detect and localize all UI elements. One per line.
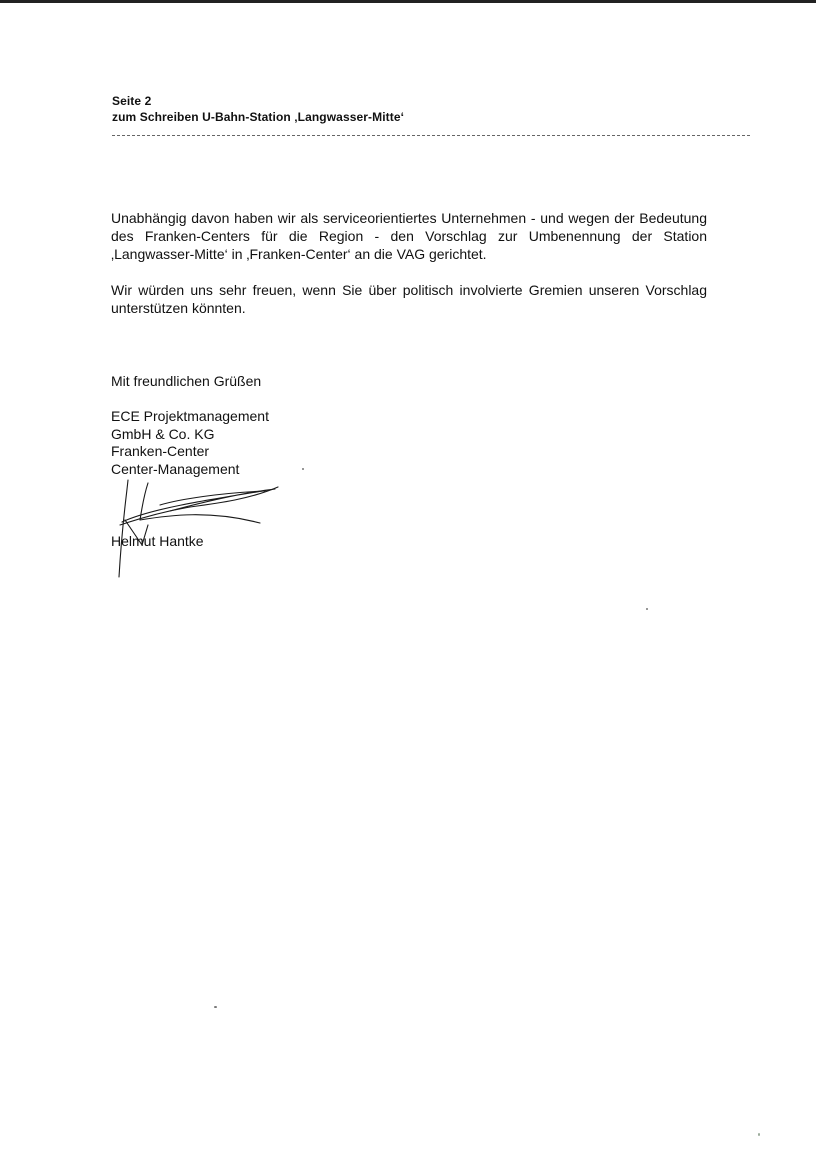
page-header (112, 93, 404, 125)
page-number: Seite 2 (112, 94, 152, 108)
scan-speck (646, 608, 648, 610)
letter-body (111, 209, 707, 335)
scan-speck (302, 468, 304, 470)
scan-speck (758, 1133, 760, 1136)
company-line-1: ECE Projektmanagement (111, 408, 269, 424)
closing-salutation: Mit freundlichen Grüßen (111, 373, 262, 389)
header-divider (112, 135, 750, 136)
letter-subject: zum Schreiben U-Bahn-Station ‚Langwasser-Mitte‘ (112, 110, 405, 124)
scan-top-edge (0, 0, 816, 3)
scan-speck (214, 1006, 217, 1008)
company-line-2: GmbH & Co. KG (111, 425, 215, 442)
handwritten-signature (100, 465, 300, 585)
company-line-4: Center-Management (111, 460, 240, 477)
body-paragraph-1: Unabhängig davon haben wir als serviceorientiertes Unternehmen - und wegen der Bedeutung des Franken-Centers für die Region - den Vorschlag zur Umbenennung der Station ‚Langwasser-Mitte‘ in ‚Franken-Center‘ an die VAG gerichtet. (111, 210, 707, 262)
body-paragraph-2: Wir würden uns sehr freuen, wenn Sie über politisch involvierte Gremien unseren Vorschlag unterstützen könnten. (111, 282, 707, 316)
company-line-3: Franken-Center (111, 443, 210, 459)
signer-name: Helmut Hantke (111, 533, 204, 549)
